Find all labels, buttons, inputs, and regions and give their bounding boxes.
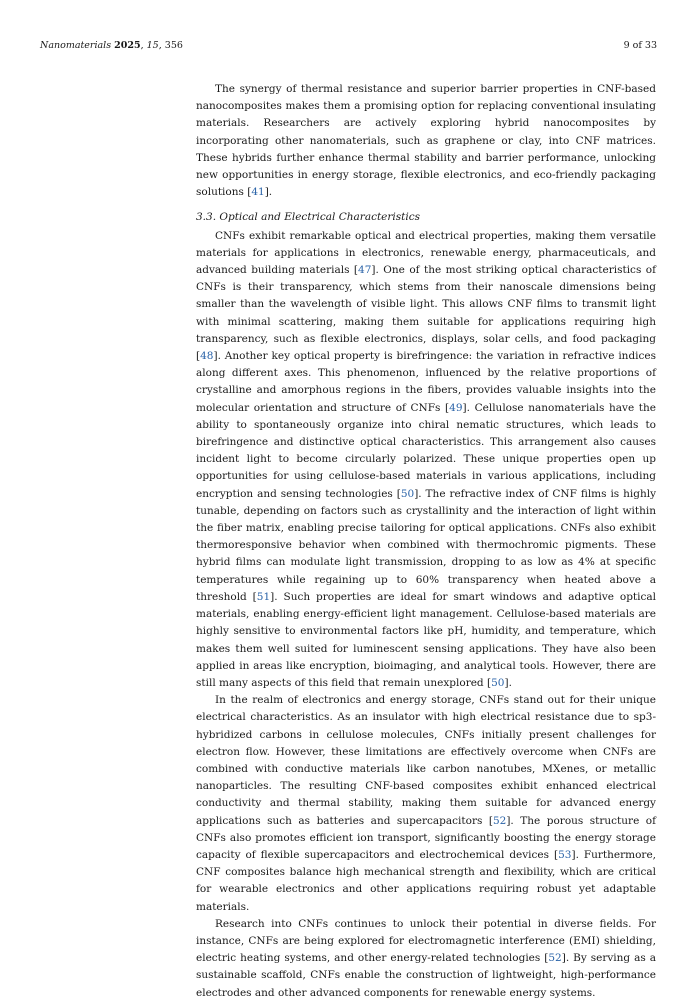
paragraph-text: ]. By serving as a sustainable scaffold, CNFs enable the construction of lightweight, high-performance electrodes and other advanced components for renewable energy systems. <box>196 952 656 999</box>
paragraph-text: ]. The refractive index of CNF films is highly tunable, depending on factors such as crystallinity and the interaction of light within the fiber matrix, enabling precise tailoring for optical applications. CNFs also exhibit thermoresponsive behavior when combined with thermochromic pigments. These hybrid films can modulate light transmission, dropping to as low as 4% at specific temperatures while regaining up to 60% transparency when heated above a threshold [ <box>196 487 656 603</box>
citation-link[interactable]: 53 <box>558 848 572 861</box>
citation-link[interactable]: 47 <box>358 264 372 277</box>
citation-link[interactable]: 41 <box>251 186 265 199</box>
citation-link[interactable]: 49 <box>449 401 463 414</box>
paragraph-text: ]. One of the most striking optical characteristics of CNFs is their transparency, which stems from their nanoscale dimensions being smaller than the wavelength of visible light. This allows CNF films to transmit light with minimal scattering, making them suitable for applications requiring high transparency, such as flexible electronics, displays, solar cells, and food packaging [ <box>196 264 656 363</box>
citation-link[interactable]: 48 <box>200 350 214 363</box>
journal-name: Nanomaterials <box>40 40 112 51</box>
paragraph-text: ]. The porous structure of CNFs also promotes efficient ion transport, significantly boosting the energy storage capacity of flexible supercapacitors and electrochemical devices [ <box>196 814 656 861</box>
citation-link[interactable]: 52 <box>548 952 562 965</box>
paragraph-text: The synergy of thermal resistance and superior barrier properties in CNF-based nanocomposites makes them a promising option for replacing conventional insulating materials. Researchers are actively exploring hybrid nanocomposites by incorporating other nanomaterials, such as graphene or clay, into CNF matrices. These hybrids further enhance thermal stability and barrier performance, unlocking new opportunities in energy storage, flexible electronics, and eco-friendly packaging solutions [ <box>196 83 656 199</box>
citation-link[interactable]: 50 <box>491 676 505 689</box>
journal-year: 2025 <box>114 40 141 51</box>
paragraph-text: In the realm of electronics and energy storage, CNFs stand out for their unique electrical characteristics. As an insulator with high electrical resistance due to sp3-hybridized carbons in cellulose molecules, CNFs initially present challenges for electron flow. However, these limitations are effectively overcome when CNFs are combined with conductive materials like carbon nanotubes, MXenes, or metallic nanoparticles. The resulting CNF-based composites exhibit enhanced electrical conductivity and thermal stability, making them suitable for advanced energy applications such as batteries and supercapacitors [ <box>196 694 656 827</box>
paragraph-text: ]. <box>264 186 273 199</box>
paragraph-text: ]. Another key optical property is birefringence: the variation in refractive indices along different axes. This phenomenon, influenced by the relative proportions of crystalline and amorphous regions in the fibers, provides valuable insights into the molecular orientation and structure of CNFs [ <box>196 350 656 414</box>
citation-link[interactable]: 52 <box>492 814 507 827</box>
article-number: 356 <box>164 40 183 51</box>
header-comma-2: , <box>158 40 162 51</box>
journal-volume: 15 <box>146 40 159 51</box>
paragraph-text: ]. <box>504 676 512 689</box>
section-heading: 3.3. Optical and Electrical Characteristics <box>196 211 421 224</box>
body-text <box>196 81 656 1002</box>
paragraph-text: ]. Cellulose nanomaterials have the ability to spontaneously organize into chiral nematic structures, which leads to birefringence and distinctive optical characteristics. This arrangement also causes incident light to become circularly polarized. These unique properties open up opportunities for using cellulose-based materials in various applications, including encryption and sensing technologies [ <box>196 401 656 500</box>
paragraph-text: Research into CNFs continues to unlock their potential in diverse fields. For instance, CNFs are being explored for electromagnetic interference (EMI) shielding, electric heating systems, and other energy-related technologies [ <box>196 917 656 965</box>
page-number: 9 of 33 <box>623 40 657 51</box>
paragraph-text: ]. Furthermore, CNF composites balance high mechanical strength and flexibility, which are critical for wearable electronics and other applications requiring robust yet adaptable materials. <box>196 848 656 913</box>
paragraph-text: CNFs exhibit remarkable optical and electrical properties, making them versatile materials for applications in electronics, renewable energy, pharmaceuticals, and advanced building materials [ <box>196 229 656 277</box>
header-comma-1: , <box>140 40 144 51</box>
paragraph-electrical-properties <box>196 692 656 916</box>
citation-link[interactable]: 51 <box>256 590 271 603</box>
paragraph-text: ]. Such properties are ideal for smart windows and adaptive optical materials, enabling energy-efficient light management. Cellulose-based materials are highly sensitive to environmental factors like pH, humidity, and temperature, which makes them well suited for luminescent sensing applications. They have also been applied in areas like encryption, bioimaging, and analytical tools. However, there are still many aspects of this field that remain unexplored [ <box>196 590 656 689</box>
paragraph-optical-properties <box>196 228 656 692</box>
citation-link[interactable]: 50 <box>400 487 415 500</box>
running-header <box>40 40 657 52</box>
paragraph-thermal-synergy <box>196 81 656 201</box>
